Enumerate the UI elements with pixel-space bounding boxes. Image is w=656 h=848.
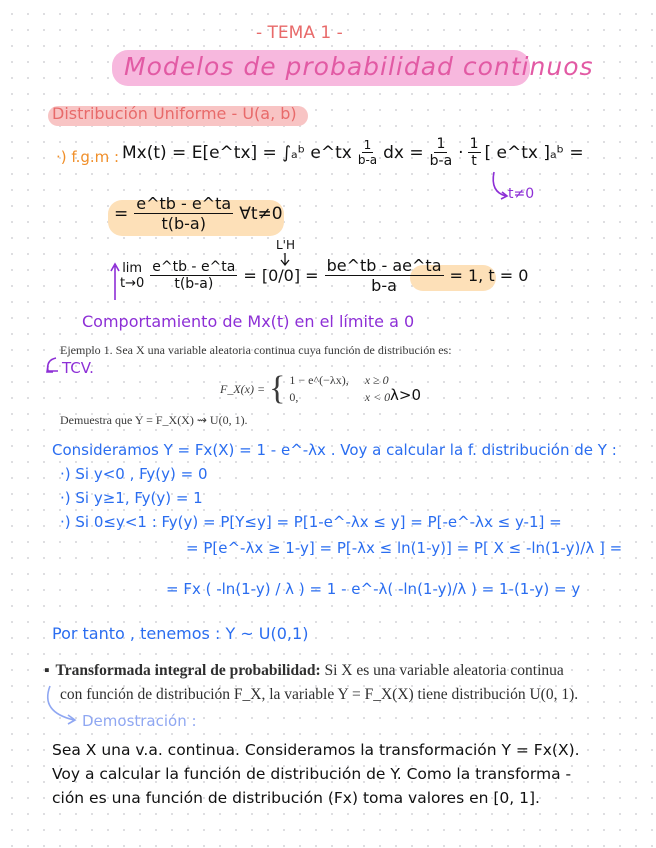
mgf-label: ·) f.g.m : xyxy=(56,148,120,166)
cdf-lhs: F_X(x) = xyxy=(220,381,266,396)
limit-arrow-icon xyxy=(110,262,120,300)
lhopital-note: L'H xyxy=(276,238,296,252)
theorem-line-1 xyxy=(44,659,578,683)
uniform-heading: Distribución Uniforme - U(a, b) xyxy=(52,104,297,123)
theorem-text-1: Si X es una variable aleatoria continua xyxy=(320,662,564,679)
mgf-dot: · xyxy=(458,142,464,163)
proof-line-3: ción es una función de distribución (Fx) toma valores en [0, 1]. xyxy=(52,789,540,807)
tcv-arrow-icon xyxy=(44,356,60,376)
mgf-result-eq: = xyxy=(114,203,129,224)
proof-line-1: Sea X una v.a. continua. Consideramos la transformación Y = Fx(X). xyxy=(52,741,580,759)
mgf-fraction-2 xyxy=(428,136,455,169)
solution-line-2: ·) Si y<0 , Fy(y) = 0 xyxy=(60,465,208,483)
cdf-case-2: 0, xyxy=(289,390,299,404)
limit-fraction-den: t(b-a) xyxy=(174,276,214,292)
limit-fraction-num: e^tb - e^ta xyxy=(152,259,236,275)
demo-label: Demostración : xyxy=(82,712,197,730)
mgf-dx: dx = xyxy=(383,142,424,163)
page-title: Modelos de probabilidad continuos xyxy=(124,52,594,81)
cdf-brace: { xyxy=(269,370,286,407)
theorem-block xyxy=(44,659,578,707)
proof-line-2: Voy a calcular la función de distribución de Y. Como la transforma - xyxy=(52,765,572,783)
limit-equation xyxy=(120,256,528,295)
mgf-fraction-1-den: b-a xyxy=(357,153,378,167)
mgf-fraction-3 xyxy=(468,136,481,169)
mgf-result xyxy=(114,194,283,233)
mgf-result-den: t(b-a) xyxy=(161,214,206,233)
solution-line-1: Consideramos Y = Fx(X) = 1 - e^-λx . Voy a calcular la f. distribución de Y : xyxy=(52,441,617,459)
example-prove: Demuestra que Y = F_X(X) ⇝ U(0, 1). xyxy=(60,413,248,427)
mgf-result-fraction xyxy=(134,194,233,233)
cdf-case-1: 1 − e^(−λx), xyxy=(289,373,349,387)
theorem-bullet: ▪ xyxy=(44,662,50,679)
example-statement: Ejemplo 1. Sea X una variable aleatoria continua cuya función de distribución es: xyxy=(60,343,452,357)
cdf-cases xyxy=(289,373,390,405)
solution-line-4: ·) Si 0≤y<1 : Fy(y) = P[Y≤y] = P[1-e^-λx ≤ y] = P[-e^-λx ≤ y-1] = xyxy=(60,513,562,531)
mgf-lhs: Mx(t) = E[e^tx] = ∫ₐᵇ e^tx xyxy=(122,142,352,163)
mgf-fraction-2-num: 1 xyxy=(436,136,446,152)
mgf-bracket: [ e^tx ]ₐᵇ = xyxy=(484,142,584,163)
limit-word: lim xyxy=(122,260,143,276)
lambda-note: λ>0 xyxy=(390,386,421,404)
t-neq-note: t≠0 xyxy=(508,186,535,202)
cdf-case-2-cond: x < 0 xyxy=(364,390,391,404)
solution-line-6: = Fx ( -ln(1-y) / λ ) = 1 - e^-λ( -ln(1-y)/λ ) = 1-(1-y) = y xyxy=(166,580,581,598)
limit-indeterminate: = [0/0] = xyxy=(243,266,319,285)
limit-operator xyxy=(120,261,144,291)
mgf-equation xyxy=(122,136,584,169)
theorem-title: Transformada integral de probabilidad: xyxy=(55,662,321,679)
limit-fraction xyxy=(150,259,237,292)
solution-line-5: = P[e^-λx ≥ 1-y] = P[-λx ≤ ln(1-y)] = P[ X ≤ -ln(1-y)/λ ] = xyxy=(186,539,623,557)
mgf-fraction-3-num: 1 xyxy=(469,136,479,152)
tcv-tag: TCV. xyxy=(62,359,94,377)
theorem-line-2 xyxy=(44,683,578,707)
mgf-result-condition: ∀t≠0 xyxy=(239,203,283,224)
mgf-fraction-1 xyxy=(356,138,379,167)
mgf-fraction-3-den: t xyxy=(471,153,477,169)
cdf-definition xyxy=(220,372,390,406)
mgf-fraction-2-den: b-a xyxy=(429,153,453,169)
limit-result: = 1, t = 0 xyxy=(449,266,529,285)
cdf-case-1-cond: x ≥ 0 xyxy=(364,373,389,387)
mgf-result-num: e^tb - e^ta xyxy=(136,194,232,213)
limit-fraction-2 xyxy=(325,256,444,295)
limit-fraction-2-num: be^tb - ae^ta xyxy=(326,256,442,275)
solution-line-3: ·) Si y≥1, Fy(y) = 1 xyxy=(60,489,203,507)
solution-conclusion: Por tanto , tenemos : Y ~ U(0,1) xyxy=(52,624,309,643)
mgf-fraction-1-num: 1 xyxy=(363,138,372,152)
limit-fraction-2-den: b-a xyxy=(371,276,397,295)
limit-subscript: t→0 xyxy=(120,275,145,291)
theorem-text-2: con función de distribución F_X, la variable Y = F_X(X) tiene distribución U(0, 1). xyxy=(60,686,579,703)
demo-arrow-icon xyxy=(40,684,82,732)
topic-label: - TEMA 1 - xyxy=(256,23,343,43)
behavior-note: Comportamiento de Mx(t) en el límite a 0 xyxy=(82,312,415,331)
